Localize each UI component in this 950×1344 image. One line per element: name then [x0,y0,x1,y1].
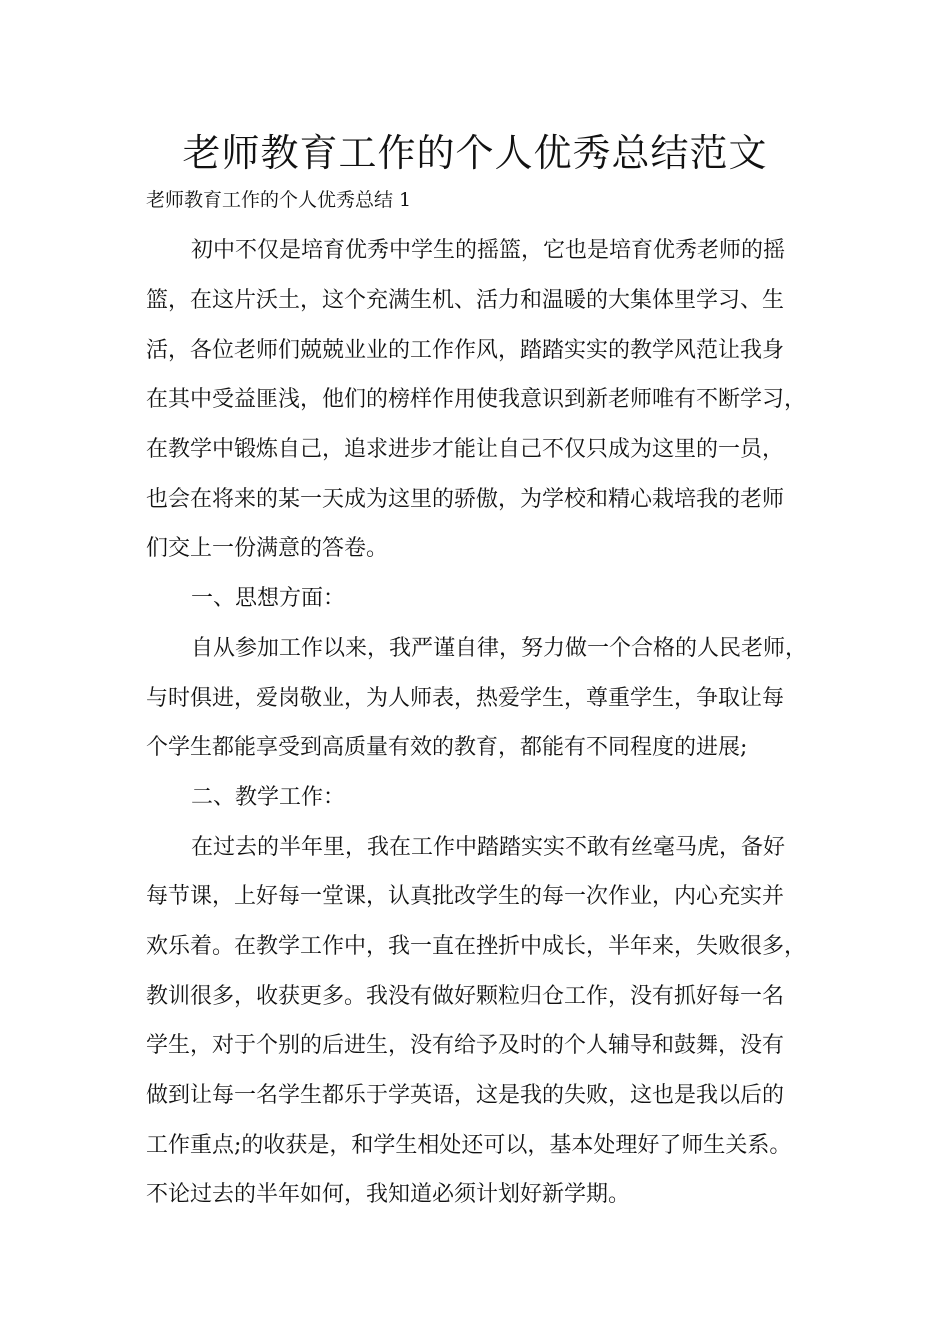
section-heading: 一、思想方面： [191,586,346,611]
body-line: 初中不仅是培育优秀中学生的摇篮，它也是培育优秀老师的摇 [191,238,786,263]
body-line: 教训很多，收获更多。我没有做好颗粒归仓工作，没有抓好每一名 [146,984,785,1009]
body-line: 与时俱进，爱岗敬业，为人师表，热爱学生，尊重学生，争取让每 [146,686,785,711]
document-title: 老师教育工作的个人优秀总结范文 [182,131,768,175]
section-subtitle: 老师教育工作的个人优秀总结 1 [146,189,412,211]
body-line: 活，各位老师们兢兢业业的工作作风，踏踏实实的教学风范让我身 [146,338,785,363]
body-line: 也会在将来的某一天成为这里的骄傲，为学校和精心栽培我的老师 [146,487,785,512]
body-line: 欢乐着。在教学工作中，我一直在挫折中成长，半年来，失败很多， [146,934,807,959]
body-line: 在教学中锻炼自己，追求进步才能让自己不仅只成为这里的一员， [146,437,785,462]
body-line: 在其中受益匪浅，他们的榜样作用使我意识到新老师唯有不断学习， [146,387,807,412]
body-line: 学生，对于个别的后进生，没有给予及时的个人辅导和鼓舞，没有 [146,1033,785,1058]
body-line: 做到让每一名学生都乐于学英语，这是我的失败，这也是我以后的 [146,1083,785,1108]
body-line: 工作重点;的收获是，和学生相处还可以，基本处理好了师生关系。 [146,1133,792,1158]
body-line: 们交上一份满意的答卷。 [146,536,389,561]
body-line: 篮，在这片沃土，这个充满生机、活力和温暖的大集体里学习、生 [146,288,785,313]
body-line: 个学生都能享受到高质量有效的教育，都能有不同程度的进展; [146,735,748,760]
body-line: 自从参加工作以来，我严谨自律，努力做一个合格的人民老师， [191,636,808,661]
body-line: 不论过去的半年如何，我知道必须计划好新学期。 [146,1182,631,1207]
body-line: 每节课，上好每一堂课，认真批改学生的每一次作业，内心充实并 [146,884,785,909]
body-line: 在过去的半年里，我在工作中踏踏实实不敢有丝毫马虎，备好 [191,835,786,860]
section-heading: 二、教学工作： [191,785,346,810]
